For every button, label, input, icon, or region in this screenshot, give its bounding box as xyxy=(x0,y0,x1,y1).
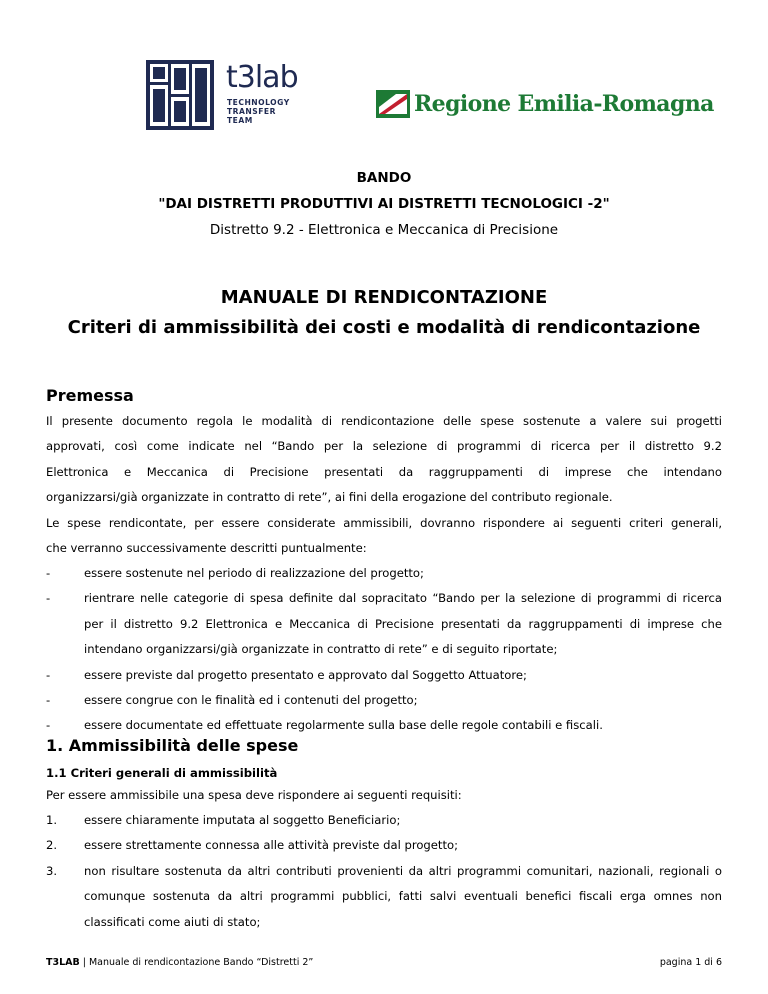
list-item: - essere previste dal progetto presentato e approvato dal Soggetto Attuatore; xyxy=(46,667,527,682)
section-1-1-heading: 1.1 Criteri generali di ammissibilità xyxy=(46,766,278,780)
bando-label: BANDO xyxy=(356,170,412,186)
list-item: - essere sostenute nel periodo di realizzazione del progetto; xyxy=(46,566,424,580)
t3lab-mark-icon xyxy=(146,60,214,130)
regione-name: Regione Emilia-Romagna xyxy=(414,91,714,117)
premessa-paragraph-1: Il presente documento regola le modalità di rendicontazione delle spese sostenute a valere sui progetti approvati, così come indicate nel “Bando per la selezione di programmi di ricerca per il distretto 9.2 Elettronica e Meccanica di Precisione presentati da raggruppamenti di imprese che intendano organizzarsi/già organizzate in contratto di rete”, ai fini della erogazione del contributo regionale. Le spese rendicontate, per essere considerate ammissibili, dovranno rispondere ai seguenti criteri generali, che verranno successivamente descritti puntualmente: xyxy=(46,414,722,556)
section-1-intro: Per essere ammissibile una spesa deve rispondere ai seguenti requisiti: xyxy=(46,788,462,802)
list-item: - essere congrue con le finalità ed i contenuti del progetto; xyxy=(46,693,418,708)
regione-flag-icon xyxy=(376,90,410,118)
list-item: 1. essere chiaramente imputata al soggetto Beneficiario; xyxy=(46,813,401,827)
list-item: - rientrare nelle categorie di spesa definite dal sopracitato “Bando per la selezione di programmi di ricerca per il distretto 9.2 Elettronica e Meccanica di Precisione presentati da raggruppamenti di imprese che intendano organizzarsi/già organizzate in contratto di rete” e di seguito riportate; xyxy=(46,591,722,657)
section-1-heading: 1. Ammissibilità delle spese xyxy=(46,736,299,755)
t3lab-tagline: TECHNOLOGY TRANSFER TEAM xyxy=(227,98,290,125)
footer-text: | Manuale di rendicontazione Bando “Distretti 2” xyxy=(79,957,314,968)
regione-emilia-romagna-logo xyxy=(376,88,714,122)
list-item: 2. essere strettamente connessa alle attività previste dal progetto; xyxy=(46,838,459,853)
list-item: - essere documentate ed effettuate regolarmente sulla base delle regole contabili e fiscali. xyxy=(46,718,603,733)
page-number: pagina 1 di 6 xyxy=(659,957,722,968)
distretto-label: Distretto 9.2 - Elettronica e Meccanica di Precisione xyxy=(209,222,559,238)
bando-title: "DAI DISTRETTI PRODUTTIVI AI DISTRETTI TECNOLOGICI -2" xyxy=(158,196,610,212)
criteria-list xyxy=(46,561,722,739)
requisiti-list xyxy=(46,808,722,935)
footer-brand: T3LAB xyxy=(46,957,80,968)
manual-subtitle: Criteri di ammissibilità dei costi e modalità di rendicontazione xyxy=(67,317,701,338)
premessa-heading: Premessa xyxy=(46,386,134,405)
footer xyxy=(46,957,313,968)
t3lab-logo xyxy=(146,60,316,132)
manual-title: MANUALE DI RENDICONTAZIONE xyxy=(220,287,548,308)
t3lab-wordmark: t3lab xyxy=(226,60,298,95)
list-item: 3. non risultare sostenuta da altri contributi provenienti da altri programmi comunitari, nazionali, regionali o comunque sostenuta da altri programmi pubblici, fatti salvi eventuali benefici fiscali erga omnes non classificati come aiuti di stato; xyxy=(46,863,722,929)
